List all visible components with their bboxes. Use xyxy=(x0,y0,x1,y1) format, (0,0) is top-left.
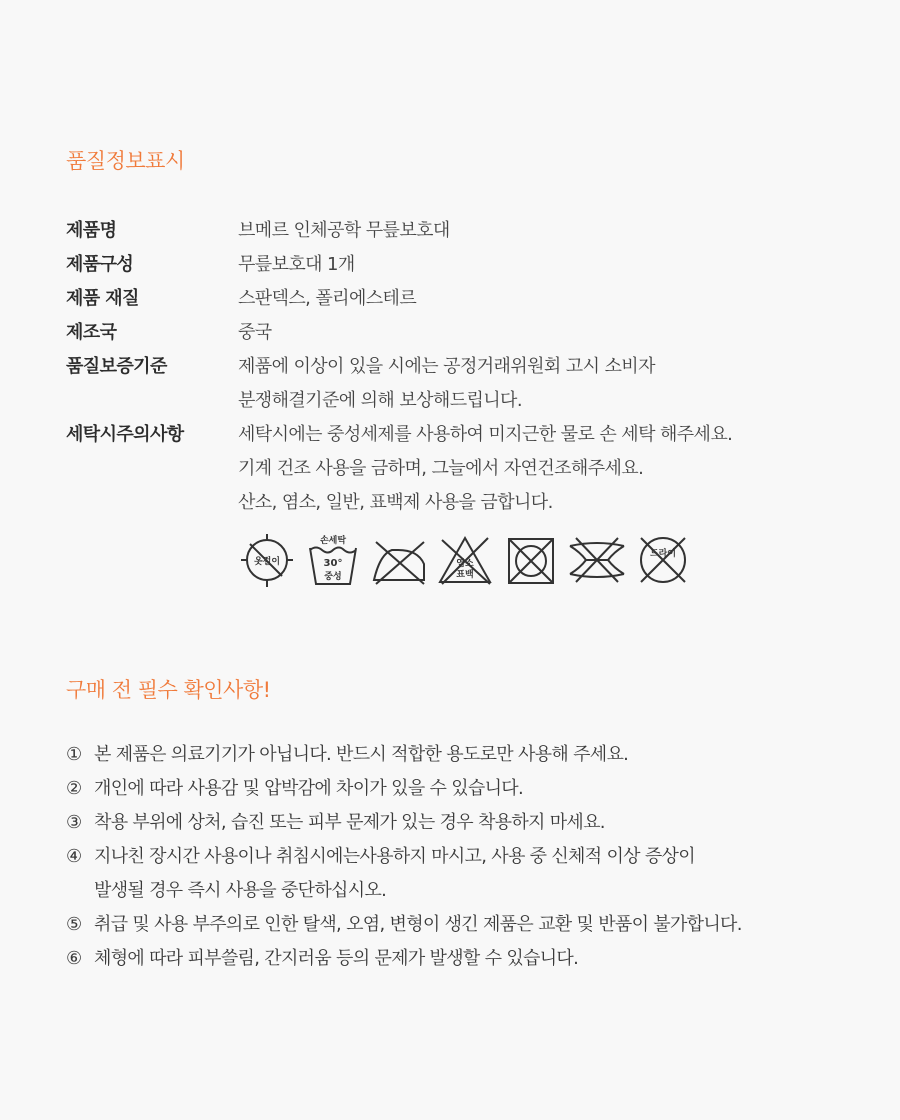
item-text: 본 제품은 의료기기가 아닙니다. 반드시 적합한 용도로만 사용해 주세요. xyxy=(94,744,629,765)
info-label: 제품 재질 xyxy=(66,288,139,309)
info-row-composition xyxy=(66,248,866,282)
care-dryclean-label: 드라이 xyxy=(649,549,677,559)
no-bleach-icon xyxy=(434,530,496,590)
info-value: 중국 xyxy=(238,322,272,343)
info-value: 세탁시에는 중성세제를 사용하여 미지근한 물로 손 세탁 해주세요. xyxy=(238,424,733,445)
info-value: 기계 건조 사용을 금하며, 그늘에서 자연건조해주세요. xyxy=(238,458,644,479)
info-label: 제품명 xyxy=(66,220,117,241)
item-number: ② xyxy=(66,778,82,799)
item-text: 취급 및 사용 부주의로 인한 탈색, 오염, 변형이 생긴 제품은 교환 및 반품이 불가합니다. xyxy=(94,914,742,935)
no-iron-icon xyxy=(368,530,430,590)
item-text: 착용 부위에 상처, 습진 또는 피부 문제가 있는 경우 착용하지 마세요. xyxy=(94,812,605,833)
checklist-item xyxy=(66,942,866,976)
info-row-country xyxy=(66,316,866,350)
checklist-item xyxy=(66,738,866,772)
care-bleach-label-top: 염소 xyxy=(456,559,474,569)
info-row-warranty xyxy=(66,350,866,418)
checklist-item xyxy=(66,772,866,806)
hand-wash-icon xyxy=(302,530,364,590)
item-number: ⑥ xyxy=(66,948,82,969)
checklist-item xyxy=(66,806,866,840)
info-row-material xyxy=(66,282,866,316)
quality-info-table xyxy=(66,214,866,520)
info-label: 세탁시주의사항 xyxy=(66,424,184,445)
info-value: 스판덱스, 폴리에스테르 xyxy=(238,288,417,309)
info-label: 제조국 xyxy=(66,322,117,343)
item-text: 발생될 경우 즉시 사용을 중단하십시오. xyxy=(94,880,387,901)
info-row-product-name xyxy=(66,214,866,248)
care-handwash-temp: 30° xyxy=(323,558,343,569)
item-text: 개인에 따라 사용감 및 압박감에 차이가 있을 수 있습니다. xyxy=(94,778,524,799)
quality-info-title: 품질정보표시 xyxy=(66,149,185,173)
no-tumble-dry-icon xyxy=(500,530,562,590)
checklist-item xyxy=(66,908,866,942)
item-number: ⑤ xyxy=(66,914,82,935)
item-number: ③ xyxy=(66,812,82,833)
checklist-item xyxy=(66,840,866,908)
care-handwash-label: 손세탁 xyxy=(319,536,347,546)
info-label: 제품구성 xyxy=(66,254,134,275)
info-value: 산소, 염소, 일반, 표백제 사용을 금합니다. xyxy=(238,492,553,513)
no-wring-icon xyxy=(566,530,628,590)
info-value: 무릎보호대 1개 xyxy=(238,254,355,275)
item-text: 지나친 장시간 사용이나 취침시에는사용하지 마시고, 사용 중 신체적 이상 증상이 xyxy=(94,846,695,867)
info-row-washing xyxy=(66,418,866,520)
info-label: 품질보증기준 xyxy=(66,356,167,377)
care-hanger-label: 옷걸이 xyxy=(253,557,281,567)
item-number: ① xyxy=(66,744,82,765)
care-bleach-label-bottom: 표백 xyxy=(456,570,474,580)
no-dry-clean-icon xyxy=(632,530,694,590)
info-value: 제품에 이상이 있을 시에는 공정거래위원회 고시 소비자 xyxy=(238,356,655,377)
item-text: 체형에 따라 피부쓸림, 간지러움 등의 문제가 발생할 수 있습니다. xyxy=(94,948,579,969)
care-symbols xyxy=(236,530,694,590)
info-value: 브메르 인체공학 무릎보호대 xyxy=(238,220,450,241)
item-number: ④ xyxy=(66,846,82,867)
info-value: 분쟁해결기준에 의해 보상해드립니다. xyxy=(238,390,522,411)
no-hang-dry-icon xyxy=(236,530,298,590)
checklist xyxy=(66,738,866,976)
checklist-title: 구매 전 필수 확인사항! xyxy=(66,678,271,702)
care-handwash-neutral: 중성 xyxy=(324,572,342,582)
